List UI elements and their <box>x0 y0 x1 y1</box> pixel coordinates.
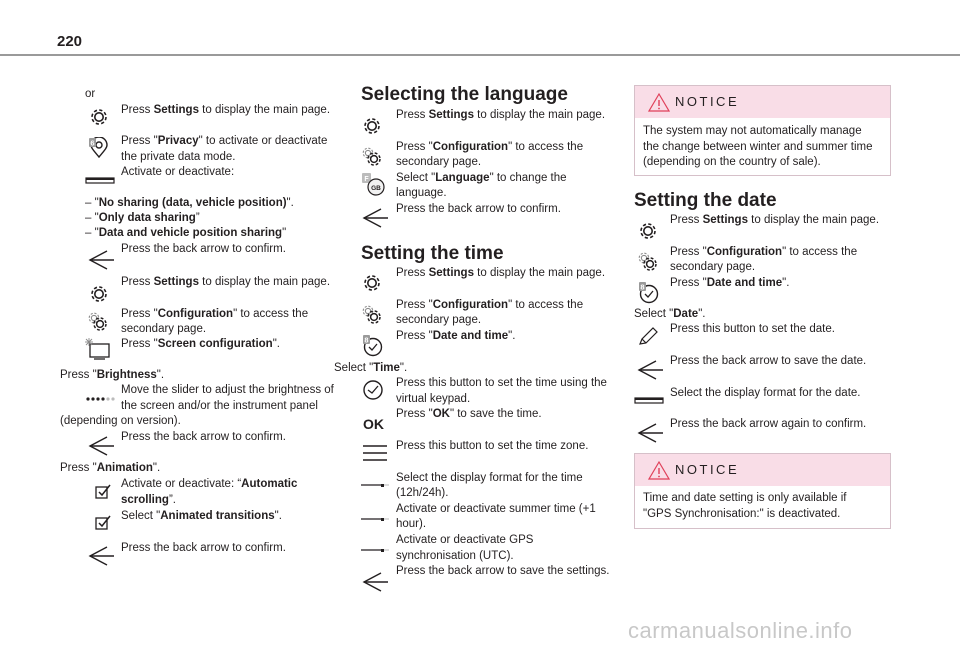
settings-icon <box>89 284 109 304</box>
col3-c2a: Press "Configuration" to access the <box>670 246 858 258</box>
language-flag-icon <box>361 172 387 196</box>
col1-l8: Press "Brightness". <box>60 369 165 381</box>
col2-a3a: Select "Language" to change the <box>396 172 567 184</box>
or-text: or <box>85 88 96 100</box>
date-time-icon <box>361 334 385 358</box>
col3-c8: Press the back arrow again to confirm. <box>670 418 867 430</box>
notice-box <box>634 85 891 176</box>
brightness-dots-icon <box>85 392 115 406</box>
svg-text:GB: GB <box>371 185 381 192</box>
col2-b3: Press "Date and time". <box>396 330 516 342</box>
configuration-icon <box>637 251 659 273</box>
format-slider-icon <box>360 475 390 495</box>
time-zone-list-icon <box>362 443 388 465</box>
checkbox-icon <box>92 481 112 501</box>
col1-l12b: scrolling”. <box>121 494 176 506</box>
col1-l4: Press the back arrow to confirm. <box>121 243 286 255</box>
col1-l12a: Activate or deactivate: “Automatic <box>121 478 298 490</box>
col2-b11: Press the back arrow to save the settings. <box>396 565 610 577</box>
settings-icon <box>362 273 382 293</box>
back-arrow-icon <box>87 248 117 272</box>
col2-b8a: Select the display format for the time <box>396 472 583 484</box>
date-time-icon <box>637 281 661 305</box>
col2-b6: Press "OK" to save the time. <box>396 408 542 420</box>
back-arrow-icon <box>636 421 666 445</box>
svg-text:F: F <box>364 176 369 183</box>
col3-c2b: secondary page. <box>670 261 756 273</box>
col1-l2a: Press "Privacy" to activate or deactivate <box>121 135 328 147</box>
col2-b10b: synchronisation (UTC). <box>396 550 514 562</box>
notice-line: (depending on the country of sale). <box>643 156 821 168</box>
configuration-icon <box>87 311 109 333</box>
col2-b5b: virtual keypad. <box>396 393 471 405</box>
col2-a3b: language. <box>396 187 447 199</box>
col1-o1: – "No sharing (data, vehicle position)". <box>85 197 294 209</box>
settings-icon <box>638 221 658 241</box>
col2-a2b: secondary page. <box>396 156 482 168</box>
back-arrow-icon <box>87 434 117 458</box>
back-arrow-icon <box>87 544 117 568</box>
warning-triangle-icon <box>648 460 670 481</box>
warning-triangle-icon <box>648 92 670 113</box>
notice-title: NOTICE <box>675 462 740 477</box>
col2-b7: Press this button to set the time zone. <box>396 440 589 452</box>
configuration-icon <box>361 146 383 168</box>
col2-b8b: (12h/24h). <box>396 487 449 499</box>
svg-text:6: 6 <box>90 138 95 148</box>
col1-l9b: the screen and/or the instrument panel <box>121 400 318 412</box>
notice-title: NOTICE <box>675 94 740 109</box>
col2-a2a: Press "Configuration" to access the <box>396 141 584 153</box>
notice-line: Time and date setting is only available if <box>643 492 847 504</box>
toggle-icon <box>634 395 664 405</box>
col1-l3: Activate or deactivate: <box>121 166 235 178</box>
col1-l13: Select "Animated transitions". <box>121 510 282 522</box>
col3-c5: Press this button to set the date. <box>670 323 835 335</box>
col1-o3: – "Data and vehicle position sharing" <box>85 227 287 239</box>
col2-b2a: Press "Configuration" to access the <box>396 299 584 311</box>
back-arrow-icon <box>361 570 391 594</box>
col3-c3: Press "Date and time". <box>670 277 790 289</box>
privacy-icon <box>88 137 110 159</box>
checkbox-icon <box>92 512 112 532</box>
notice-line: The system may not automatically manage <box>643 125 862 137</box>
col3-c4: Select "Date". <box>634 308 706 320</box>
col3-c7: Select the display format for the date. <box>670 387 861 399</box>
pencil-icon <box>638 326 660 346</box>
col2-a1: Press Settings to display the main page. <box>396 109 606 121</box>
back-arrow-icon <box>361 206 391 230</box>
col2-b9a: Activate or deactivate summer time (+1 <box>396 503 596 515</box>
col1-l11: Press "Animation". <box>60 462 161 474</box>
col1-l5: Press Settings to display the main page. <box>121 276 331 288</box>
heading-setting-date: Setting the date <box>634 190 777 211</box>
settings-icon <box>89 107 109 127</box>
gps-sync-slider-icon <box>360 540 390 560</box>
watermark: carmanualsonline.info <box>628 618 853 643</box>
col1-o2: – "Only data sharing” <box>85 212 200 224</box>
col2-b1: Press Settings to display the main page. <box>396 267 606 279</box>
col2-b2b: secondary page. <box>396 314 482 326</box>
summer-time-slider-icon <box>360 509 390 529</box>
col2-b9b: hour). <box>396 518 427 530</box>
notice-header <box>635 454 890 486</box>
notice-header <box>635 86 890 118</box>
col2-b4: Select "Time". <box>334 362 408 374</box>
back-arrow-icon <box>636 358 666 382</box>
col1-l10: Press the back arrow to confirm. <box>121 431 286 443</box>
col1-l9a: Move the slider to adjust the brightness of <box>121 384 334 396</box>
col1-l7: Press "Screen configuration". <box>121 338 280 350</box>
col3-c1: Press Settings to display the main page. <box>670 214 880 226</box>
ok-icon: OK <box>363 416 384 432</box>
col1-l1: Press Settings to display the main page. <box>121 104 331 116</box>
heading-selecting-language: Selecting the language <box>361 84 568 105</box>
settings-icon <box>362 116 382 136</box>
heading-setting-time: Setting the time <box>361 243 504 264</box>
toggle-icon <box>85 175 115 185</box>
configuration-icon <box>361 304 383 326</box>
col1-l2b: the private data mode. <box>121 151 236 163</box>
col2-b5a: Press this button to set the time using the <box>396 377 607 389</box>
notice-line: "GPS Synchronisation:" is deactivated. <box>643 508 841 520</box>
col2-a4: Press the back arrow to confirm. <box>396 203 561 215</box>
col1-l6a: Press "Configuration" to access the <box>121 308 309 320</box>
notice-line: the change between winter and summer time <box>643 141 873 153</box>
time-button-icon <box>362 379 384 401</box>
screen-configuration-icon <box>85 338 111 360</box>
col1-l9c: (depending on version). <box>60 415 181 427</box>
notice-box <box>634 453 891 529</box>
col1-l6b: secondary page. <box>121 323 207 335</box>
col1-l14: Press the back arrow to confirm. <box>121 542 286 554</box>
col2-b10a: Activate or deactivate GPS <box>396 534 534 546</box>
col3-c6: Press the back arrow to save the date. <box>670 355 867 367</box>
page-number: 220 <box>57 33 83 50</box>
header-rule <box>0 54 960 56</box>
